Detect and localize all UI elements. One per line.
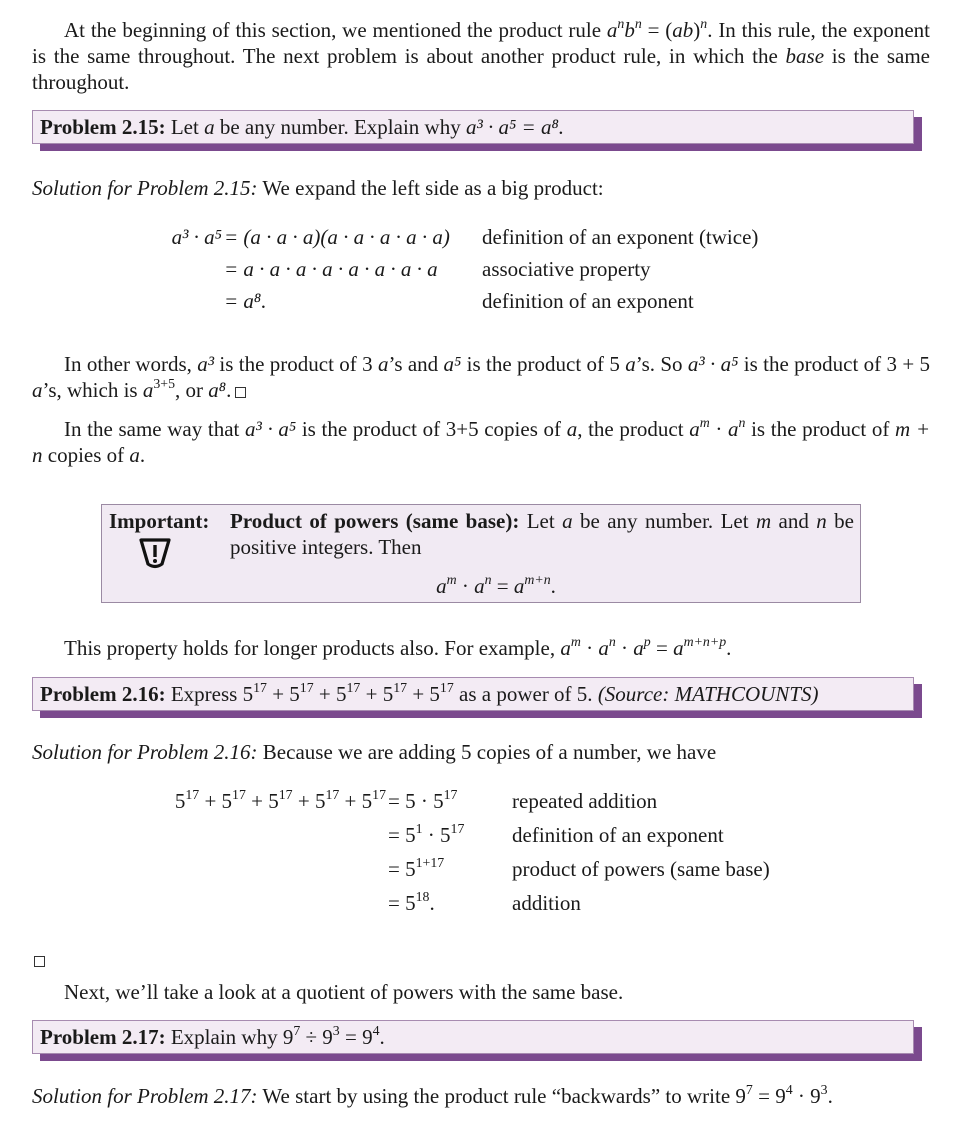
math-exp: n: [484, 571, 492, 587]
math-exp: 17: [185, 786, 200, 802]
next-paragraph: Next, we’ll take a look at a quotient of powers with the same base.: [64, 980, 624, 1004]
step-lhs: [120, 788, 386, 814]
math-exp: 17: [443, 786, 458, 802]
math: .: [429, 891, 435, 915]
math: a³ · a⁵: [687, 352, 739, 376]
math-op: = (: [641, 18, 673, 42]
text: , or: [175, 378, 209, 402]
intro-text: is the same throughout.: [32, 44, 931, 94]
step-rhs: = (a · a · a)(a · a · a · a · a): [224, 225, 450, 249]
qed-square-icon: [235, 387, 246, 398]
math-op: ·: [580, 636, 599, 660]
math: = 9: [752, 1084, 786, 1108]
problem-label: Problem 2.15:: [40, 115, 166, 139]
solution-text: We expand the left side as a big product:: [257, 176, 604, 200]
problem-2-16-box: [32, 677, 914, 711]
math-exp: 1: [415, 820, 423, 836]
math: a: [474, 574, 485, 598]
problem-2-16-content: [32, 677, 914, 711]
math: a: [377, 352, 389, 376]
math-exp: 17: [439, 679, 454, 695]
math: 5: [221, 789, 233, 813]
text: is the product of 3 + 5: [738, 352, 931, 376]
math: .: [827, 1084, 833, 1108]
solution-label: Solution for Problem 2.15:: [32, 176, 258, 200]
math: a: [436, 574, 447, 598]
math-exp: 17: [278, 786, 293, 802]
math: · 9: [792, 1084, 821, 1108]
math-exp: 17: [299, 679, 314, 695]
math: a: [633, 636, 644, 660]
math: ÷ 9: [300, 1025, 333, 1049]
step-rhs: = a · a · a · a · a · a · a · a: [224, 257, 438, 281]
math-exp: m: [699, 414, 710, 430]
math-exp: 17: [393, 679, 408, 695]
math-exp: 17: [325, 786, 340, 802]
math-exp: n: [634, 15, 642, 31]
problem-text: Let: [165, 115, 205, 139]
step-reason: definition of an exponent (twice): [482, 225, 759, 249]
math-op: +: [292, 789, 315, 813]
math: a: [689, 417, 700, 441]
math: a: [142, 378, 154, 402]
math-exp: 7: [745, 1081, 753, 1097]
important-text: [230, 508, 854, 560]
text: This property holds for longer products also. For example,: [64, 636, 561, 660]
math-exp: 3: [332, 1022, 340, 1038]
math-exp: 7: [293, 1022, 301, 1038]
math-op: .: [726, 636, 732, 660]
math-op: +: [199, 789, 222, 813]
text: ’s. So: [635, 352, 688, 376]
math-op: ·: [456, 574, 475, 598]
math-op: +: [339, 789, 362, 813]
math-op: ): [693, 18, 701, 42]
math: a: [560, 636, 571, 660]
math-var: ab: [672, 18, 694, 42]
math-exp: 17: [346, 679, 361, 695]
math-exp: m+n+p: [683, 633, 727, 649]
solution-2-16-intro: [32, 739, 930, 765]
text: be positive integers. Then: [230, 509, 854, 559]
text: is the product of: [745, 417, 896, 441]
math: = 5: [388, 857, 416, 881]
text: .: [226, 378, 232, 402]
intro-text: . In this rule, the exponent is the same throughout. The next problem is about another product rule, in which the: [32, 18, 930, 68]
step-rhs: [388, 890, 435, 916]
text: In other words,: [64, 352, 198, 376]
math: a: [32, 378, 43, 402]
problem-2-15-box: [32, 110, 914, 144]
step-reason: associative property: [482, 257, 651, 281]
problem-text: be any number. Explain why: [214, 115, 466, 139]
math-exp: 17: [253, 679, 267, 695]
important-box: [101, 504, 861, 603]
math: a: [513, 574, 525, 598]
step-rhs: = a⁸.: [224, 289, 267, 313]
math-exp: n: [617, 15, 625, 31]
intro-text: At the beginning of this section, we mentioned the product rule: [64, 18, 607, 42]
math-var: a: [606, 18, 618, 42]
math: a: [566, 417, 578, 441]
problem-2-15-content: [32, 110, 914, 144]
solution-2-15-intro: [32, 175, 930, 201]
math-op: =: [491, 574, 514, 598]
math-exp: 1+17: [415, 854, 445, 870]
math-op: +: [245, 789, 269, 813]
qed-square-icon: [34, 946, 45, 972]
step-reason: definition of an exponent: [512, 823, 724, 847]
intro-paragraph: [32, 17, 930, 95]
text: Express 5: [165, 682, 254, 706]
math: = 5: [388, 891, 416, 915]
warning-icon: [138, 536, 172, 570]
text: We start by using the product rule “backwards” to write 9: [257, 1084, 746, 1108]
text: is the product of 3+5 copies of: [296, 417, 567, 441]
step-rhs: [388, 788, 457, 814]
longer-products-paragraph: [32, 635, 930, 661]
math-exp: 17: [450, 820, 465, 836]
math: = 9: [339, 1025, 373, 1049]
text: + 5: [407, 682, 440, 706]
text: + 5: [313, 682, 347, 706]
solution-2-17-intro: [32, 1083, 930, 1109]
step-rhs: [388, 822, 464, 848]
math-op: .: [550, 574, 556, 598]
math-exp: n: [738, 414, 746, 430]
math: a⁵: [443, 352, 462, 376]
problem-2-17-box: [32, 1020, 914, 1054]
step-reason: definition of an exponent: [482, 289, 694, 313]
math: n: [816, 509, 827, 533]
math: a: [728, 417, 739, 441]
text: + 5: [360, 682, 394, 706]
math: a³ · a⁵: [245, 417, 297, 441]
problem-2-17-content: [32, 1020, 914, 1054]
math-exp: n: [700, 15, 708, 31]
step-reason: product of powers (same base): [512, 857, 770, 881]
same-way-paragraph: [32, 416, 930, 468]
math-op: ·: [709, 417, 729, 441]
other-words-paragraph: [32, 351, 930, 403]
math: m + n: [32, 417, 931, 467]
step-reason: addition: [512, 891, 581, 915]
math: a: [673, 636, 684, 660]
source-citation: (Source: MATHCOUNTS): [597, 682, 819, 706]
math: m: [755, 509, 772, 533]
math: a: [625, 352, 636, 376]
text: Let: [519, 509, 563, 533]
math: = 5: [388, 823, 416, 847]
math: a: [129, 443, 140, 467]
problem-label: Problem 2.17:: [40, 1025, 166, 1049]
math: .: [379, 1025, 385, 1049]
text: In the same way that: [64, 417, 246, 441]
text: Explain why 9: [165, 1025, 294, 1049]
emphasis-base: base: [785, 44, 825, 68]
math: a: [598, 636, 609, 660]
math: a: [562, 509, 573, 533]
math-op: =: [650, 636, 674, 660]
math-exp: m: [570, 633, 581, 649]
math: = 5 · 5: [388, 789, 444, 813]
math-exp: n: [608, 633, 616, 649]
math-exp: 17: [232, 786, 246, 802]
math-exp: 17: [372, 786, 386, 802]
important-title: Product of powers (same base):: [230, 509, 520, 533]
text: ’s, which is: [42, 378, 143, 402]
solution-text: Because we are adding 5 copies of a number, we have: [257, 740, 717, 764]
math-exp: m: [446, 571, 457, 587]
math-exp: 4: [785, 1081, 793, 1097]
math: 5: [174, 789, 186, 813]
step-reason: repeated addition: [512, 789, 658, 813]
text: be any number. Let: [572, 509, 756, 533]
math-var: a: [204, 115, 215, 139]
problem-label: Problem 2.16:: [40, 682, 166, 706]
solution-label: Solution for Problem 2.16:: [32, 740, 258, 764]
math: a⁸: [208, 378, 227, 402]
text: as a power of 5.: [453, 682, 598, 706]
solution-label: Solution for Problem 2.17:: [32, 1084, 258, 1108]
text: copies of: [42, 443, 130, 467]
math: 5: [314, 789, 326, 813]
step-rhs: [388, 856, 444, 882]
math-op: ·: [615, 636, 634, 660]
text: + 5: [266, 682, 300, 706]
math: · 5: [422, 823, 451, 847]
math: 5: [268, 789, 279, 813]
product-of-powers-formula: [102, 573, 860, 599]
important-label: Important:: [109, 509, 210, 533]
text: ’s and: [388, 352, 444, 376]
math-expression: a³ · a⁵ = a⁸.: [465, 115, 565, 139]
math-exp: 4: [372, 1022, 380, 1038]
math-exp: 3: [820, 1081, 828, 1097]
step-lhs: a³ · a⁵: [171, 225, 222, 249]
text: is the product of 3: [214, 352, 378, 376]
text: is the product of 5: [461, 352, 626, 376]
math-exp: 3+5: [153, 375, 176, 391]
math-exp: m+n: [524, 571, 551, 587]
text: .: [139, 443, 146, 467]
text: , the product: [577, 417, 690, 441]
math-exp: 18: [415, 888, 430, 904]
math-exp: p: [643, 633, 651, 649]
math-var: b: [624, 18, 635, 42]
math: 5: [361, 789, 373, 813]
math: a³: [197, 352, 215, 376]
text: and: [771, 509, 817, 533]
